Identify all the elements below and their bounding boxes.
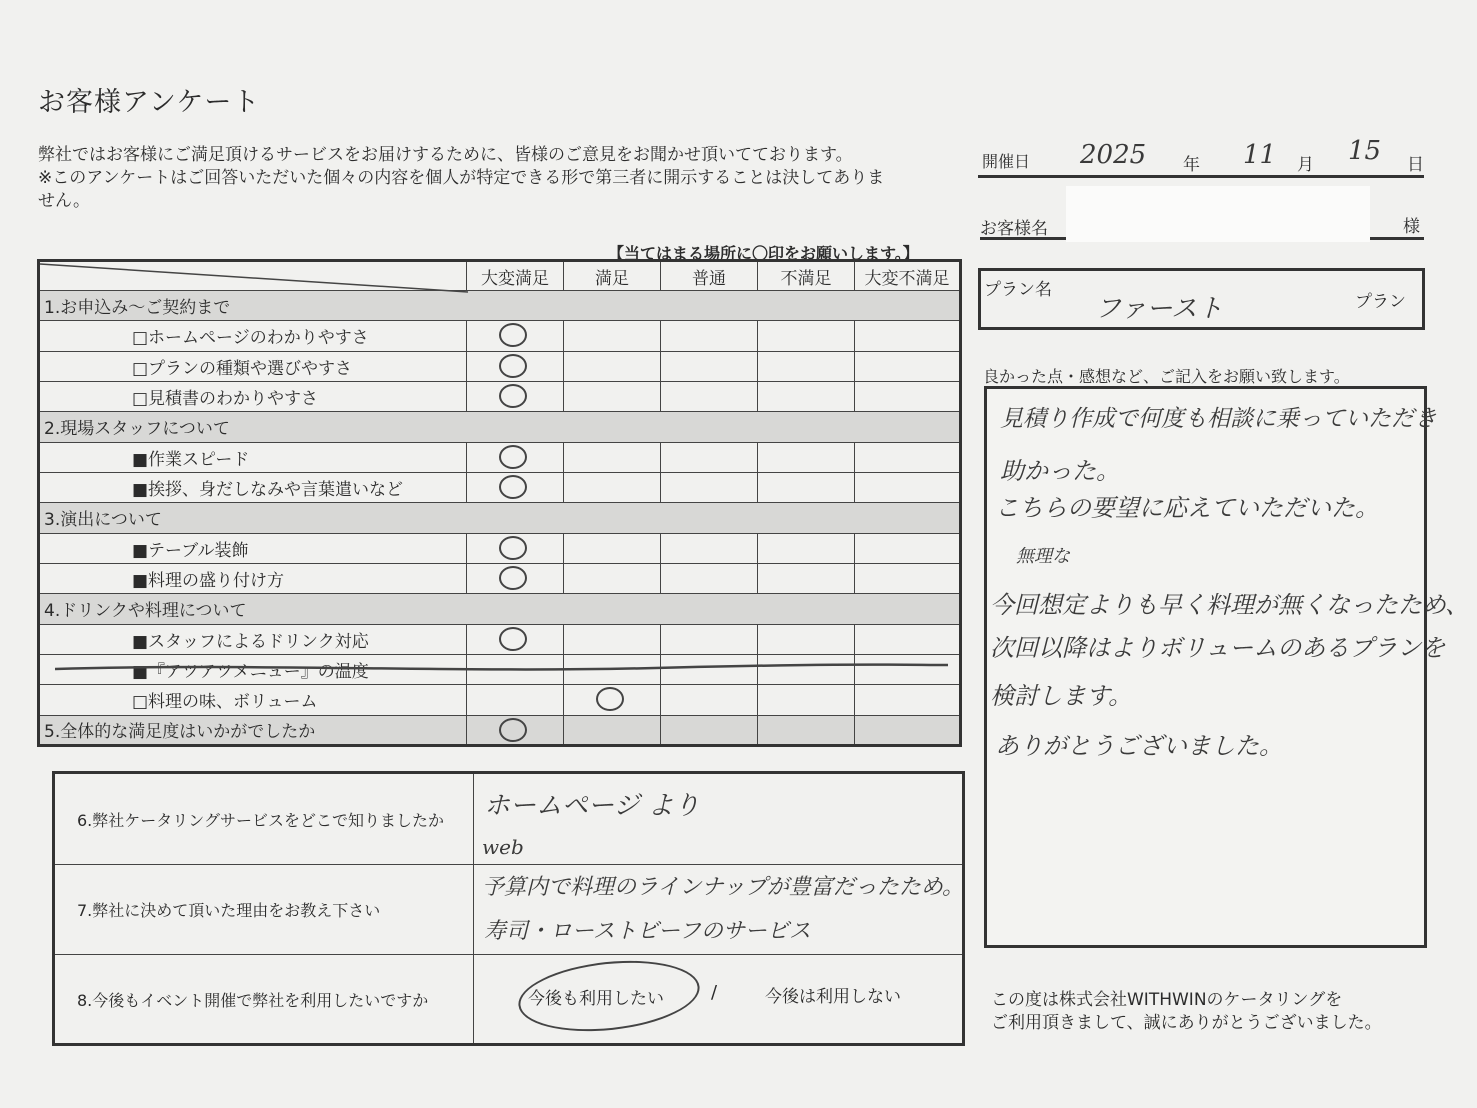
- instruction-text: 【当てはまる場所に〇印をお願いします。】: [608, 244, 919, 263]
- intro-text-line-1: 弊社ではお客様にご満足頂けるサービスをお届けするために、皆様のご意見をお聞かせ頂いてております。: [38, 145, 853, 165]
- rating-cell[interactable]: [467, 563, 564, 593]
- rating-cell[interactable]: [758, 685, 855, 715]
- survey-item-label: □料理の味、ボリューム: [39, 685, 467, 715]
- selected-circle-mark: [499, 475, 527, 499]
- survey-item-label: □ホームページのわかりやすさ: [39, 321, 467, 351]
- column-header: 大変不満足: [855, 261, 961, 291]
- option-not-using[interactable]: 今後は利用しない: [765, 987, 901, 1007]
- rating-cell[interactable]: [758, 321, 855, 351]
- rating-cell[interactable]: [758, 715, 855, 745]
- rating-cell[interactable]: [564, 685, 661, 715]
- rating-cell[interactable]: [661, 685, 758, 715]
- column-header: 普通: [661, 261, 758, 291]
- rating-cell[interactable]: [855, 472, 961, 502]
- selected-circle-mark: [499, 627, 527, 651]
- q6-answer-line-2: web: [482, 835, 524, 859]
- comment-line: 検討します。: [990, 682, 1133, 710]
- rating-cell[interactable]: [855, 381, 961, 411]
- intro-text-line-3: せん。: [38, 191, 91, 211]
- date-day-unit: 日: [1407, 155, 1424, 175]
- rating-cell[interactable]: [661, 563, 758, 593]
- rating-cell[interactable]: [661, 715, 758, 745]
- rating-cell[interactable]: [855, 533, 961, 563]
- survey-item-label: ■料理の盛り付け方: [39, 563, 467, 593]
- survey-item-label: □見積書のわかりやすさ: [39, 381, 467, 411]
- selected-circle-mark: [499, 323, 527, 347]
- plan-label: プラン名: [984, 280, 1052, 300]
- comment-line: 見積り作成で何度も相談に乗っていただき: [1000, 406, 1437, 432]
- rating-cell[interactable]: [661, 442, 758, 472]
- selected-circle-mark: [499, 354, 527, 378]
- page-title: お客様アンケート: [38, 87, 261, 118]
- date-month-unit: 月: [1297, 155, 1314, 175]
- date-year-unit: 年: [1183, 155, 1200, 175]
- survey-item-label: ■挨拶、身だしなみや言葉遣いなど: [39, 472, 467, 502]
- q6-answer-line-1: ホームページ より: [484, 791, 700, 821]
- survey-item-label: □プランの種類や選びやすさ: [39, 351, 467, 381]
- customer-name-label: お客様名: [980, 219, 1048, 239]
- question-8-label: 8.今後もイベント開催で弊社を利用したいですか: [54, 955, 474, 1045]
- survey-item-row: [39, 533, 961, 563]
- rating-cell[interactable]: [758, 381, 855, 411]
- column-header: 不満足: [758, 261, 855, 291]
- rating-cell[interactable]: [661, 533, 758, 563]
- plan-suffix: プラン: [1355, 292, 1406, 312]
- thanks-line-1: この度は株式会社WITHWINのケータリングを: [991, 990, 1343, 1010]
- rating-cell[interactable]: [661, 472, 758, 502]
- comment-line: ありがとうございました。: [995, 732, 1283, 760]
- survey-item-row: [39, 563, 961, 593]
- selected-circle-mark: [499, 536, 527, 560]
- rating-cell[interactable]: [855, 715, 961, 745]
- rating-cell[interactable]: [855, 321, 961, 351]
- question-6-label: 6.弊社ケータリングサービスをどこで知りましたか: [54, 773, 474, 865]
- rating-cell[interactable]: [758, 351, 855, 381]
- rating-cell[interactable]: [564, 533, 661, 563]
- comment-insertion: 無理な: [1016, 546, 1070, 567]
- rating-cell[interactable]: [467, 321, 564, 351]
- intro-text-line-2: ※このアンケートはご回答いただいた個々の内容を個人が特定できる形で第三者に開示することは決してありま: [38, 168, 885, 188]
- survey-section-row: [39, 412, 961, 442]
- rating-cell[interactable]: [564, 321, 661, 351]
- rating-cell[interactable]: [467, 533, 564, 563]
- strikethrough-line: [55, 659, 950, 679]
- comment-line: 次回以降はよりボリュームのあるプランを: [990, 634, 1446, 662]
- section-title: 2.現場スタッフについて: [39, 412, 961, 442]
- survey-section-row: [39, 715, 961, 745]
- rating-cell[interactable]: [564, 351, 661, 381]
- rating-cell[interactable]: [758, 472, 855, 502]
- customer-name-underline-end: [1370, 237, 1424, 240]
- rating-cell[interactable]: [564, 381, 661, 411]
- selected-circle-mark: [499, 566, 527, 590]
- comment-line: 助かった。: [1000, 457, 1120, 485]
- option-continue-using[interactable]: 今後も利用したい: [528, 989, 664, 1009]
- rating-cell[interactable]: [758, 533, 855, 563]
- option-separator: /: [711, 982, 718, 1003]
- survey-item-row: [39, 685, 961, 715]
- rating-cell[interactable]: [467, 351, 564, 381]
- selected-circle-mark: [499, 384, 527, 408]
- rating-cell[interactable]: [661, 381, 758, 411]
- rating-cell[interactable]: [564, 715, 661, 745]
- survey-item-label: ■テーブル装飾: [39, 533, 467, 563]
- survey-item-row: [39, 442, 961, 472]
- q7-answer-line-2: 寿司・ローストビーフのサービス: [484, 919, 811, 944]
- rating-cell[interactable]: [855, 624, 961, 654]
- survey-item-row: [39, 351, 961, 381]
- survey-item-row: [39, 624, 961, 654]
- section-title: 1.お申込み～ご契約まで: [39, 291, 961, 321]
- survey-item-row: [39, 472, 961, 502]
- comment-line: こちらの要望に応えていただいた。: [995, 494, 1379, 522]
- survey-item-label: ■スタッフによるドリンク対応: [39, 624, 467, 654]
- survey-section-row: [39, 503, 961, 533]
- plan-value: ファースト: [1095, 294, 1224, 324]
- rating-cell[interactable]: [661, 321, 758, 351]
- section-title: 4.ドリンクや料理について: [39, 594, 961, 624]
- date-month-value: 11: [1243, 140, 1277, 170]
- rating-cell[interactable]: [467, 381, 564, 411]
- section-title: 3.演出について: [39, 503, 961, 533]
- rating-cell[interactable]: [758, 563, 855, 593]
- date-label: 開催日: [982, 152, 1031, 171]
- comment-line: 今回想定よりも早く料理が無くなったため、: [990, 591, 1470, 619]
- section-title: 5.全体的な満足度はいかがでしたか: [39, 715, 467, 745]
- survey-section-row: [39, 594, 961, 624]
- rating-cell[interactable]: [661, 624, 758, 654]
- selected-circle-mark: [596, 687, 624, 711]
- customer-name-redacted[interactable]: [1066, 186, 1370, 242]
- rating-cell[interactable]: [758, 442, 855, 472]
- rating-cell[interactable]: [467, 715, 564, 745]
- rating-cell[interactable]: [855, 685, 961, 715]
- customer-name-underline: [980, 237, 1066, 240]
- survey-item-label: ■作業スピード: [39, 442, 467, 472]
- rating-cell[interactable]: [467, 472, 564, 502]
- date-year-value: 2025: [1080, 140, 1147, 170]
- rating-cell[interactable]: [467, 685, 564, 715]
- selected-circle-mark: [499, 718, 527, 742]
- column-header: 大変満足: [467, 261, 564, 291]
- date-day-value: 15: [1348, 136, 1382, 166]
- selected-circle-mark: [499, 445, 527, 469]
- rating-cell[interactable]: [564, 624, 661, 654]
- column-header: 満足: [564, 261, 661, 291]
- rating-cell[interactable]: [661, 351, 758, 381]
- rating-cell[interactable]: [467, 624, 564, 654]
- rating-cell[interactable]: [467, 442, 564, 472]
- rating-cell[interactable]: [758, 624, 855, 654]
- survey-item-row: [39, 321, 961, 351]
- header-diagonal-line: [40, 262, 470, 298]
- survey-item-row: [39, 381, 961, 411]
- rating-cell[interactable]: [855, 442, 961, 472]
- comments-label: 良かった点・感想など、ご記入をお願い致します。: [983, 367, 1350, 386]
- thanks-line-2: ご利用頂きまして、誠にありがとうございました。: [991, 1013, 1382, 1033]
- rating-cell[interactable]: [855, 351, 961, 381]
- customer-honorific: 様: [1403, 217, 1420, 237]
- rating-cell[interactable]: [564, 563, 661, 593]
- rating-cell[interactable]: [855, 563, 961, 593]
- rating-cell[interactable]: [564, 472, 661, 502]
- rating-cell[interactable]: [564, 442, 661, 472]
- question-7-label: 7.弊社に決めて頂いた理由をお教え下さい: [54, 865, 474, 955]
- q7-answer-line-1: 予算内で料理のラインナップが豊富だったため。: [482, 875, 965, 900]
- survey-item-label: ■『アツアツメニュー』の温度: [39, 654, 467, 684]
